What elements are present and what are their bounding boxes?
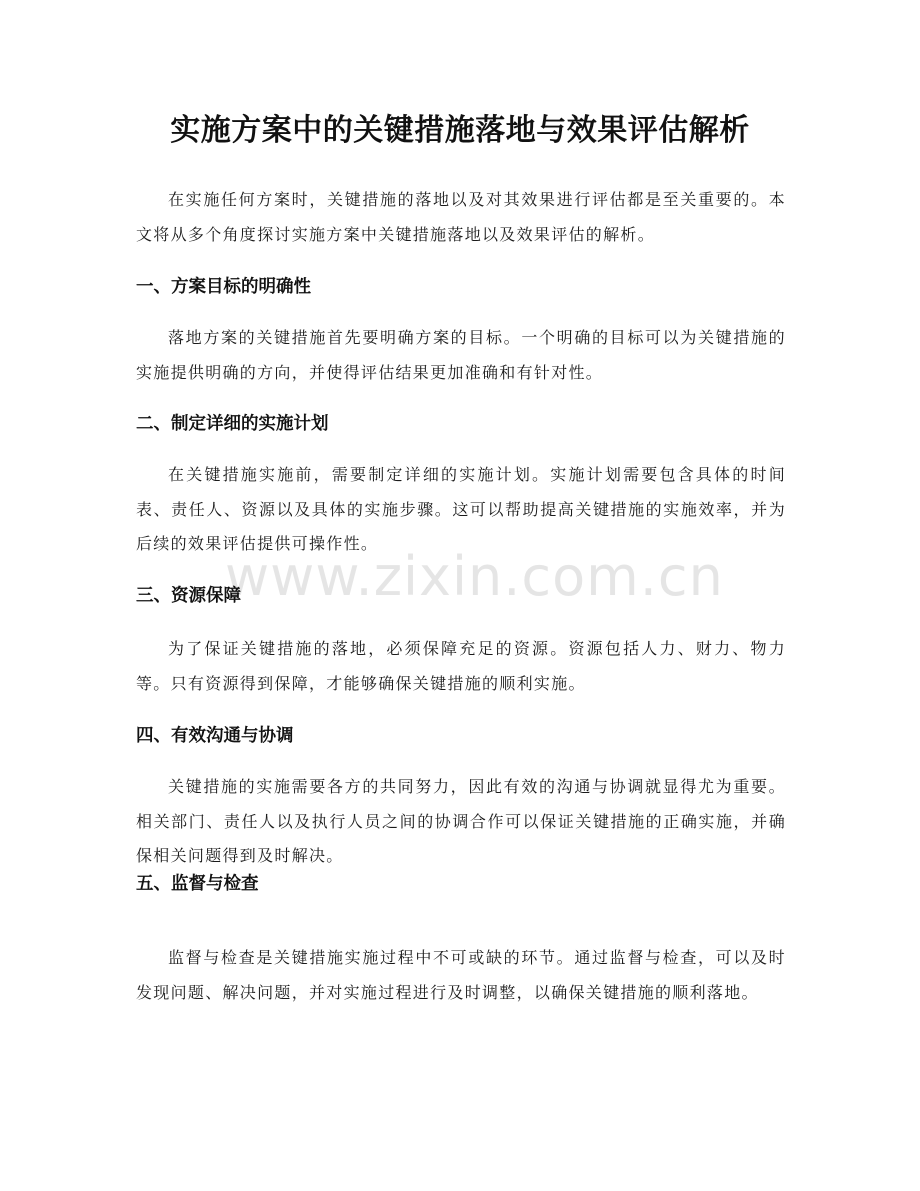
section-body-4: 关键措施的实施需要各方的共同努力，因此有效的沟通与协调就显得尤为重要。相关部门、责任人以及执行人员之间的协调合作可以保证关键措施的正确实施，并确保相关问题得到及时解决。	[136, 777, 786, 865]
section-heading-1: 一、方案目标的明确性	[136, 277, 311, 297]
document-title: 实施方案中的关键措施落地与效果评估解析	[170, 113, 750, 148]
section-body-1: 落地方案的关键措施首先要明确方案的目标。一个明确的目标可以为关键措施的实施提供明确的方向，并使得评估结果更加准确和有针对性。	[136, 328, 786, 382]
section-body-3: 为了保证关键措施的落地，必须保障充足的资源。资源包括人力、财力、物力等。只有资源得到保障，才能够确保关键措施的顺利实施。	[136, 639, 786, 693]
section-heading-4: 四、有效沟通与协调	[136, 726, 294, 746]
section-body-2: 在关键措施实施前，需要制定详细的实施计划。实施计划需要包含具体的时间表、责任人、资源以及具体的实施步骤。这可以帮助提高关键措施的实施效率，并为后续的效果评估提供可操作性。	[136, 465, 786, 553]
section-heading-2: 二、制定详细的实施计划	[136, 414, 329, 434]
section-heading-5: 五、监督与检查	[136, 874, 259, 894]
section-heading-3: 三、资源保障	[136, 586, 241, 606]
intro-paragraph: 在实施任何方案时，关键措施的落地以及对其效果进行评估都是至关重要的。本文将从多个角度探讨实施方案中关键措施落地以及效果评估的解析。	[136, 190, 786, 244]
section-body-5: 监督与检查是关键措施实施过程中不可或缺的环节。通过监督与检查，可以及时发现问题、解决问题，并对实施过程进行及时调整，以确保关键措施的顺利落地。	[136, 948, 786, 1002]
watermark: www.zixin.com.cn	[225, 545, 724, 608]
